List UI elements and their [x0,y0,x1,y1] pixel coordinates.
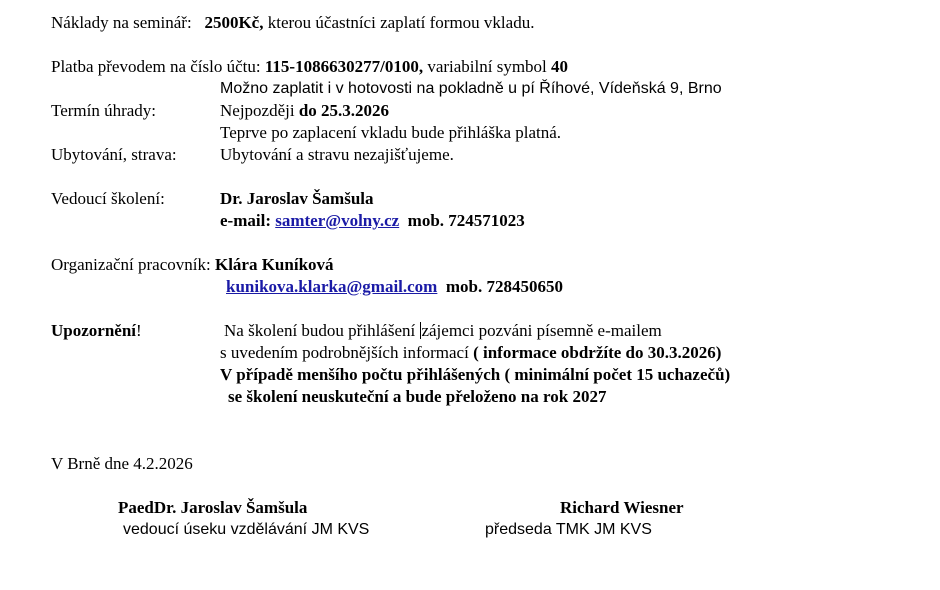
fee-label: Náklady na seminář: [51,13,192,32]
notice-line-1b: zájemci pozváni písemně e-mailem [421,321,662,340]
fee-amount: 2500Kč, [204,13,264,32]
lodging-text: Ubytování a stravu nezajišťujeme. [220,145,454,164]
leader-label: Vedoucí školení: [51,189,165,208]
organizer-label: Organizační pracovník: [51,255,215,274]
fee-line [51,13,534,33]
deadline-prefix: Nejpozději [220,101,299,120]
payment-prefix: Platba převodem na číslo účtu: [51,57,265,76]
signature-2-name: Richard Wiesner [560,498,684,517]
signature-2-title: předseda TMK JM KVS [485,521,652,538]
leader-email-link[interactable]: samter@volny.cz [275,211,400,230]
leader-email-label: e-mail: [220,211,276,230]
payment-line [51,57,568,77]
place-date: V Brně dne 4.2.2026 [51,454,193,473]
leader-phone: mob. 724571023 [407,211,525,230]
notice-label-text: Upozornění [51,321,136,340]
notice-line-1 [224,321,662,341]
notice-line-2a: s uvedením podrobnějších informací [220,343,474,362]
deadline-date: do 25.3.2026 [298,101,390,120]
organizer-contact [226,277,563,297]
notice-exclaim: ! [136,321,142,340]
organizer-email-link[interactable]: kunikova.klarka@gmail.com [226,277,438,296]
signature-1-title: vedoucí úseku vzdělávání JM KVS [123,521,370,538]
leader-name-text: Dr. Jaroslav Šamšula [220,189,374,208]
deadline-label: Termín úhrady: [51,101,157,120]
organizer-line [51,255,334,275]
notice-label [51,321,142,341]
notice-line-4: se školení neuskuteční a bude přeloženo na rok 2027 [228,387,607,406]
deadline-value [220,101,389,121]
fee-rest: kterou účastníci zaplatí formou vkladu. [263,13,535,32]
notice-line-3: V případě menšího počtu přihlášených ( minimální počet 15 uchazečů) [220,365,731,384]
cash-payment-note: Možno zaplatit i v hotovosti na pokladně u pí Říhové, Vídeňská 9, Brno [220,80,722,97]
variable-symbol: 40 [551,57,569,76]
notice-line-2 [220,343,721,363]
organizer-phone: mob. 728450650 [445,277,563,296]
account-number: 115-1086630277/0100, [264,57,424,76]
deadline-note: Teprve po zaplacení vkladu bude přihláška platná. [220,123,562,142]
signature-1-name: PaedDr. Jaroslav Šamšula [118,498,308,517]
leader-contact [220,211,525,231]
notice-line-1a: Na školení budou přihlášení [224,321,420,340]
lodging-label: Ubytování, strava: [51,145,177,164]
notice-line-2b: ( informace obdržíte do 30.3.2026) [473,343,722,362]
payment-mid: variabilní symbol [423,57,552,76]
leader-name [220,189,374,209]
organizer-name: Klára Kuníková [214,255,334,274]
